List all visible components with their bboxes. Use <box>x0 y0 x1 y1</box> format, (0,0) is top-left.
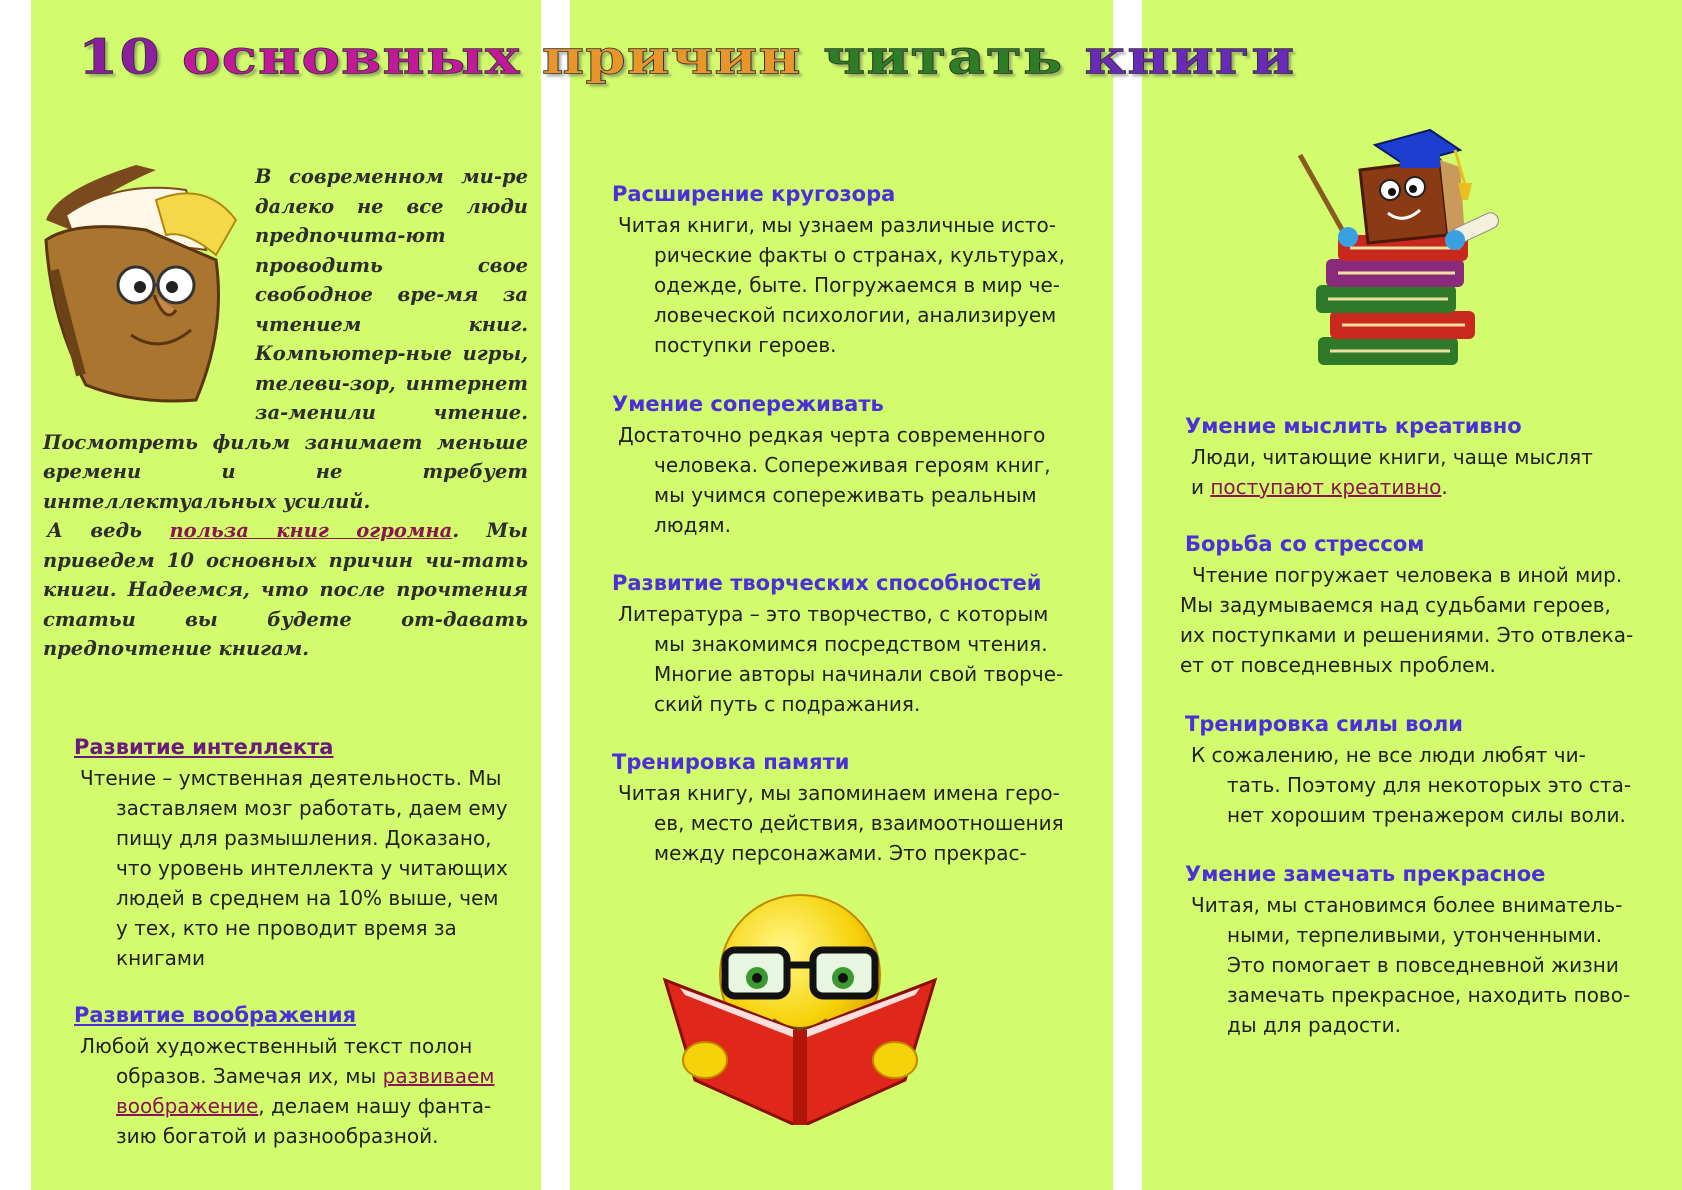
scholar-book-on-stack-icon <box>1290 125 1520 380</box>
section-body: К сожалению, не все люди любят чи- тать. Поэтому для некоторых это ста- нет хорошим тренажером силы воли. <box>1191 743 1632 827</box>
section-body: Литература – это творчество, с которым мы знакомимся посредством чтения. Многие авторы начинали свой творче- ский путь с подражания. <box>618 602 1064 716</box>
section-body: Чтение – умственная деятельность. Мы заставляем мозг работать, даем ему пищу для размышления. Доказано, что уровень интеллекта у читающих людей в среднем на 10% выше, чем у тех, кто не проводит время за книгами <box>80 766 508 970</box>
section-body: Чтение погружает человека в иной мир. Мы задумываемся над судьбами героев, их поступками и решениями. Это отвлека- ет от повседневных проблем. <box>1180 563 1634 677</box>
section-body: Люди, читающие книги, чаще мыслят и поступают креативно. <box>1191 445 1593 499</box>
intro-lead: А ведь <box>47 519 170 542</box>
section-title: Расширение кругозора <box>612 182 896 206</box>
title-word: книги <box>1084 29 1296 85</box>
title-word: причин <box>541 29 802 85</box>
section-body: Читая книги, мы узнаем различные исто- рические факты о странах, культурах, одежде, быте. Погружаемся в мир че- ловеческой психологии, анализируем поступки героев. <box>618 213 1065 357</box>
intro-text <box>43 162 528 664</box>
section-intellect <box>74 733 544 973</box>
section-beauty <box>1185 860 1675 1040</box>
intro-paragraph: В современном ми-ре далеко не все люди предпочита-ют проводить свое свободное вре-мя за чтением книг. Компьютер-ные игры, телеви-зор, интернет за-менили чтение. Посмотреть фильм занимает меньше времени и не требует интеллектуальных усилий. <box>43 165 528 513</box>
section-body: Читая, мы становимся более вниматель- ными, терпеливыми, утонченными. Это помогает в повседневной жизни замечать прекрасное, находить пово- ды для радости. <box>1191 893 1631 1037</box>
section-memory <box>612 748 1112 868</box>
section-body: Достаточно редкая черта современного человека. Сопереживая героям книг, мы учимся сопереживать реальным людям. <box>618 423 1051 537</box>
section-body: Читая книгу, мы запоминаем имена геро- ев, место действия, взаимоотношения между персонажами. Это прекрас- <box>618 781 1064 865</box>
section-empathy <box>612 390 1112 540</box>
section-title: Развитие воображения <box>74 1003 357 1027</box>
section-creative-thinking <box>1185 412 1675 502</box>
section-title: Умение сопереживать <box>612 392 884 416</box>
imagination-link[interactable]: развиваем <box>382 1064 495 1088</box>
section-title: Тренировка памяти <box>612 750 850 774</box>
section-title: Борьба со стрессом <box>1185 532 1425 556</box>
intro-tail: . Мы приведем 10 основных причин чи-тать книги. Надеемся, что после прочтения статьи вы будете от-давать предпочтение книгам. <box>43 519 528 660</box>
section-outlook <box>612 180 1112 360</box>
title-word: основных <box>181 29 521 85</box>
page-title <box>78 28 1638 85</box>
title-word: 10 <box>78 29 161 85</box>
section-stress <box>1180 530 1675 680</box>
section-title: Развитие творческих способностей <box>612 571 1042 595</box>
section-title: Умение замечать прекрасное <box>1185 862 1546 886</box>
title-word: читать <box>822 29 1064 85</box>
creative-link[interactable]: поступают креативно <box>1210 475 1442 499</box>
section-imagination <box>74 1001 544 1151</box>
benefit-link[interactable]: польза книг огромна <box>169 519 453 542</box>
section-title: Умение мыслить креативно <box>1185 414 1522 438</box>
section-title: Развитие интеллекта <box>74 735 334 759</box>
section-creativity <box>612 569 1112 719</box>
smiley-reading-book-icon <box>655 880 945 1125</box>
section-willpower <box>1185 710 1675 830</box>
imagination-link[interactable]: воображение <box>116 1094 259 1118</box>
section-title: Тренировка силы воли <box>1185 712 1463 736</box>
section-body: Любой художественный текст полон образов. Замечая их, мы развиваем воображение, делаем нашу фанта- зию богатой и разнообразной. <box>80 1034 495 1148</box>
